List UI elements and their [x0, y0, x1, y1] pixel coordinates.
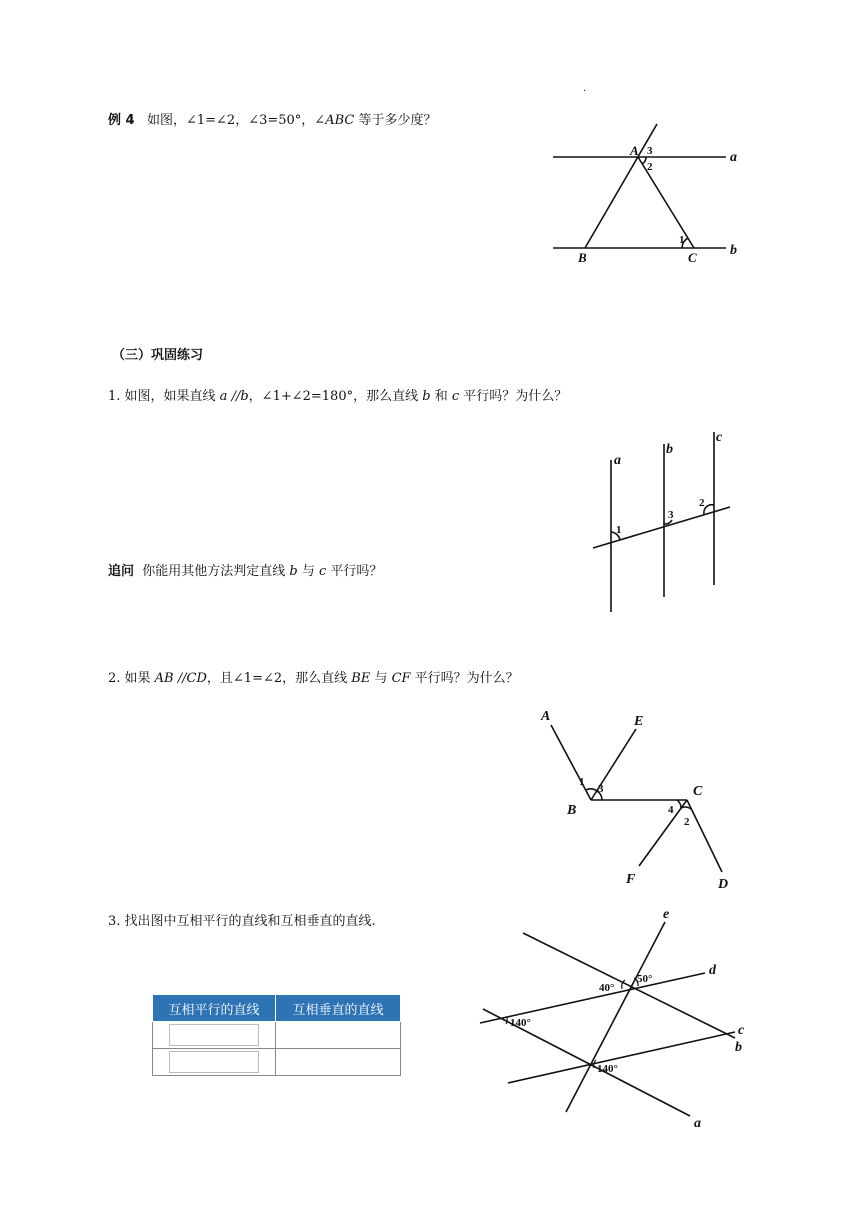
label-b: b [730, 243, 737, 258]
label-a: a [694, 1116, 701, 1131]
followup-label: 追问 [108, 564, 135, 579]
label-c: c [716, 430, 723, 445]
label-d: d [709, 963, 716, 978]
label-c: c [738, 1023, 745, 1038]
line-e [566, 922, 665, 1112]
followup-b: b [289, 564, 298, 579]
angle-2-label: 2 [684, 816, 690, 828]
q1-text-1: 1. 如图，如果直线 [108, 389, 220, 404]
angle-3-label: 3 [647, 145, 653, 157]
label-D: D [718, 877, 729, 892]
q1-c: c [451, 389, 460, 404]
table-header-perpendicular: 互相垂直的直线 [276, 995, 401, 1022]
angle-1-arc [586, 789, 597, 791]
label-E: E [634, 714, 644, 729]
example4-abc: ABC [325, 113, 355, 128]
q2-text-4: 平行吗？为什么？ [410, 671, 519, 686]
followup-text-2: 与 [297, 564, 320, 579]
transversal [593, 507, 730, 548]
q1-parallel: // [227, 389, 241, 404]
label-b: b [666, 442, 673, 457]
line-b [523, 933, 735, 1038]
label-C: C [693, 784, 703, 799]
line-ab [551, 725, 591, 800]
angle-1-label: 1 [616, 524, 622, 536]
page-dot: . [583, 83, 587, 94]
example4-label: 例 4 [108, 113, 135, 128]
angle-4-arc [677, 800, 681, 808]
q3-question: 3. 找出图中互相平行的直线和互相垂直的直线. [108, 914, 376, 929]
example4-text-1: 如图，∠1=∠2，∠3=50°，∠ [146, 113, 326, 128]
section-heading: （三）巩固练习 [112, 348, 204, 363]
angle-1-label: 1 [679, 234, 685, 246]
q1-b2: b [422, 389, 431, 404]
label-A: A [541, 709, 551, 724]
label-A: A [630, 143, 639, 158]
angle-1-label: 1 [579, 776, 585, 788]
label-a: a [730, 150, 737, 165]
q1-text-3: 和 [430, 389, 452, 404]
label-C: C [688, 250, 697, 265]
q1-b: b [240, 389, 249, 404]
label-a: a [614, 453, 621, 468]
q1-text-4: 平行吗？为什么？ [459, 389, 568, 404]
line-cf [639, 800, 687, 866]
q1-a: a [219, 389, 228, 404]
q2-cd: CD [186, 671, 207, 686]
example4-text-2: 等于多少度？ [354, 113, 437, 128]
q2-cf: CF [391, 671, 411, 686]
example4-figure [553, 124, 726, 248]
followup-c: c [319, 564, 327, 579]
q2-be: BE [351, 671, 371, 686]
q2-ab: AB [154, 671, 174, 686]
angle-50-label: 50° [637, 973, 653, 985]
angle-2-label: 2 [699, 497, 705, 509]
q2-text-2: ，且∠1=∠2，那么直线 [206, 671, 352, 686]
label-e: e [663, 907, 670, 922]
angle-2-arc [642, 157, 646, 164]
label-F: F [626, 872, 636, 887]
line-ab-extended [585, 124, 657, 248]
q2-parallel: // [173, 671, 187, 686]
q2-text-3: 与 [370, 671, 392, 686]
followup-text-1: 你能用其他方法判定直线 [142, 564, 290, 579]
q2-text-1: 2. 如果 [108, 671, 155, 686]
q1-text-2: ，∠1+∠2=180°，那么直线 [248, 389, 423, 404]
line-cd [687, 800, 722, 872]
angle-40-label: 40° [599, 982, 615, 994]
label-B: B [567, 803, 577, 818]
angle-4-label: 4 [668, 804, 674, 816]
line-d [480, 973, 705, 1023]
angle-2-label: 2 [647, 161, 653, 173]
angle-140-left-label: 140° [510, 1017, 531, 1029]
angle-3-label: 3 [598, 783, 604, 795]
label-B: B [578, 250, 587, 265]
table-header-parallel: 互相平行的直线 [153, 995, 276, 1022]
followup-text-3: 平行吗？ [326, 564, 383, 579]
angle-3-label: 3 [668, 509, 674, 521]
label-b: b [735, 1040, 742, 1055]
angle-140-bottom-label: 140° [597, 1063, 618, 1075]
angle-2-arc [681, 807, 691, 809]
